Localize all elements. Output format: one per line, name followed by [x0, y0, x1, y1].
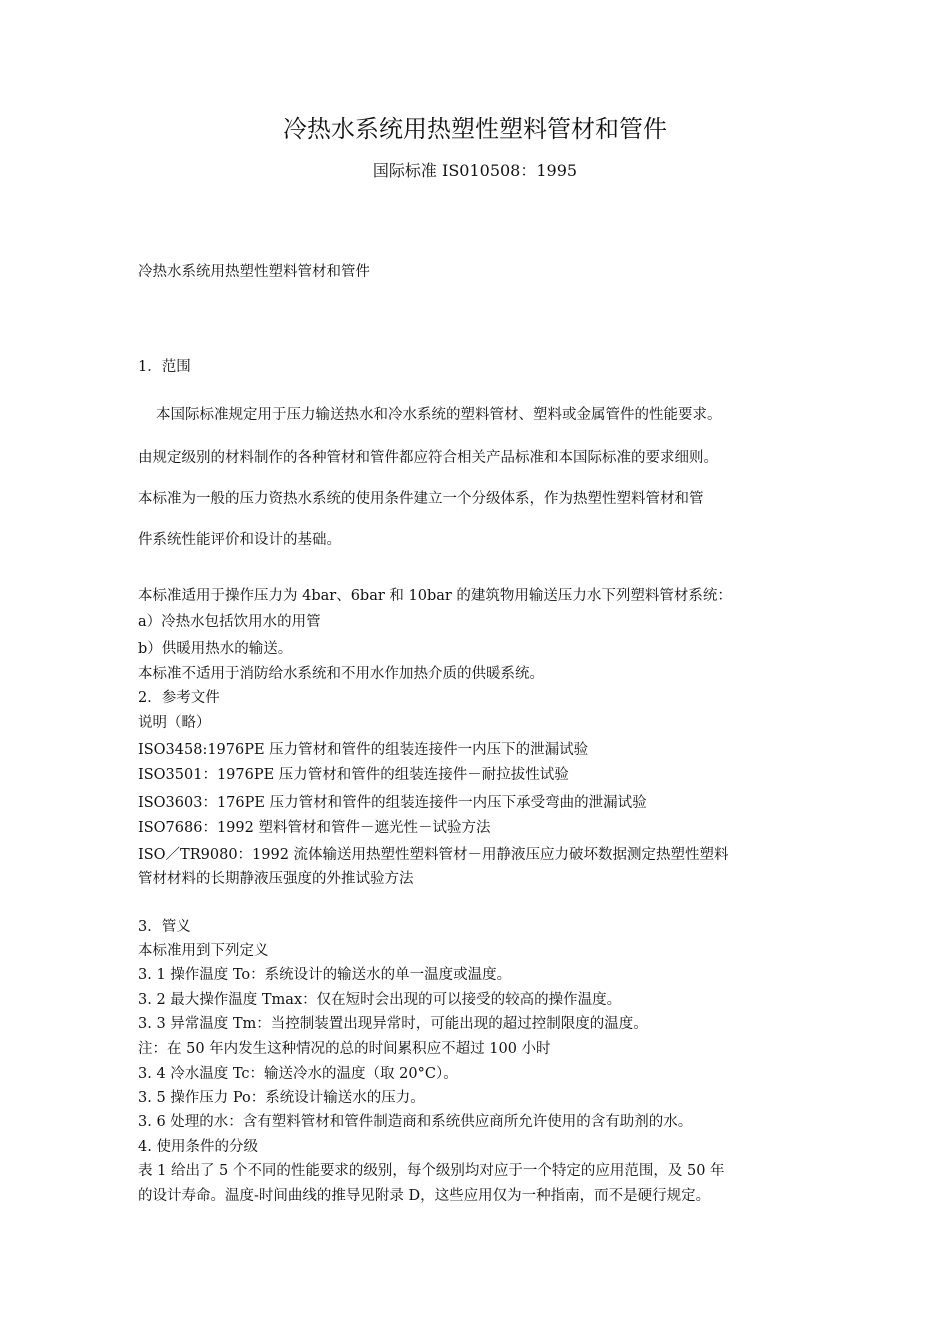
definition-item: 3. 4 冷水温度 Tc：输送冷水的温度（取 20°C）。 [138, 1066, 458, 1082]
note-line: 注：在 50 年内发生这种情况的总的时间累积应不超过 100 小时 [138, 1041, 551, 1057]
paragraph-line: 由规定级别的材料制作的各种管材和管件都应符合相关产品标准和本国际标准的要求细则。 [138, 450, 718, 466]
reference-item: ISO3501：1976PE 压力管材和管件的组装连接件－耐拉拔性试验 [138, 767, 569, 783]
reference-item: ISO3458:1976PE 压力管材和管件的组装连接件一内压下的泄漏试验 [138, 742, 589, 758]
repeated-heading: 冷热水系统用热塑性塑料管材和管件 [138, 264, 370, 280]
definition-item: 3. 5 操作压力 Po：系统设计输送水的压力。 [138, 1090, 425, 1106]
paragraph-line: 本标准为一般的压力资热水系统的使用条件建立一个分级体系，作为热塑性塑料管材和管 [138, 491, 704, 507]
reference-item: ISO3603：176PE 压力管材和管件的组装连接件一内压下承受弯曲的泄漏试验 [138, 795, 647, 811]
definition-item: 3. 6 处理的水：含有塑料管材和管件制造商和系统供应商所允许使用的含有助剂的水。 [138, 1114, 693, 1130]
section-heading-references: 2．参考文件 [138, 690, 220, 706]
section-heading-classification: 4. 使用条件的分级 [138, 1139, 258, 1155]
paragraph-line: 本国际标准规定用于压力输送热水和冷水系统的塑料管材、塑料或金属管件的性能要求。 [156, 407, 722, 423]
reference-item: ISO7686：1992 塑料管材和管件－遮光性－试验方法 [138, 820, 491, 836]
paragraph-line: 的设计寿命。温度-时间曲线的推导见附录 D，这些应用仅为一种指南，而不是硬行规定。 [138, 1188, 711, 1204]
reference-item-continued: 管材材料的长期静液压强度的外推试验方法 [138, 871, 414, 887]
paragraph-line: 件系统性能评价和设计的基础。 [138, 532, 341, 548]
section-heading-definitions: 3．管义 [138, 919, 191, 935]
document-title: 冷热水系统用热塑性塑料管材和管件 [283, 115, 667, 143]
section-heading-scope: 1．范围 [138, 359, 191, 375]
reference-item: ISO／TR9080：1992 流体输送用热塑性塑料管材－用静液压应力破坏数据测定热塑性塑料 [138, 847, 729, 863]
paragraph-line: 本标准用到下列定义 [138, 943, 269, 959]
definition-item: 3. 2 最大操作温度 Tmax：仅在短时会出现的可以接受的较高的操作温度。 [138, 992, 622, 1008]
list-item: b）供暖用热水的输送。 [138, 641, 293, 657]
paragraph-line: 本标准适用于操作压力为 4bar、6bar 和 10bar 的建筑物用输送压力水下列塑料管材系统： [138, 588, 732, 604]
document-subtitle: 国际标准 IS010508：1995 [372, 161, 578, 180]
definition-item: 3. 3 异常温度 Tm：当控制装置出现异常时，可能出现的超过控制限度的温度。 [138, 1016, 648, 1032]
list-item: a）冷热水包括饮用水的用管 [138, 614, 321, 630]
paragraph-line: 说明（略） [138, 715, 211, 731]
paragraph-line: 表 1 给出了 5 个不同的性能要求的级别，每个级别均对应于一个特定的应用范围，及 50 年 [138, 1163, 725, 1179]
paragraph-line: 本标准不适用于消防给水系统和不用水作加热介质的供暖系统。 [138, 666, 544, 682]
definition-item: 3. 1 操作温度 To：系统设计的输送水的单一温度或温度。 [138, 967, 512, 983]
